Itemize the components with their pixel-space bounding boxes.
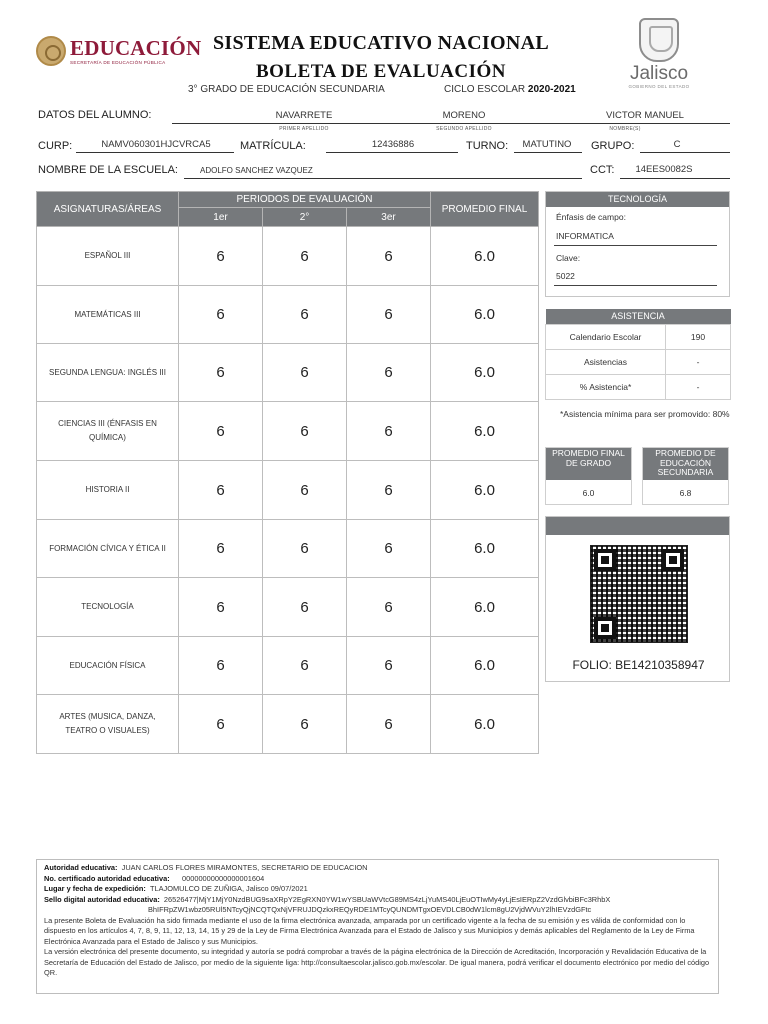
qr-finder-icon — [662, 549, 684, 571]
grades-row — [37, 520, 539, 578]
qr-panel-header — [546, 517, 729, 535]
legal-paragraph-verification: La versión electrónica del presente documento, su integridad y autoría se podrá comprobar a través de la página electrónica de la Dirección de Acreditación, Incorporación y Revalidación Educativa de la Secretaría de Educación del Estado de Jalisco, por medio de la siguiente liga: http://consultaescolar.jalisco.gob.mx/escolar. De igual manera, podrá verificar el documento electrónico por medio del código QR. — [44, 947, 710, 977]
period-1-grade: 6 — [179, 286, 263, 344]
authority-value: JUAN CARLOS FLORES MIRAMONTES, SECRETARIO DE EDUCACION — [121, 863, 368, 872]
attendance-row-value: 190 — [666, 324, 731, 349]
given-names-value: VICTOR MANUEL — [606, 110, 684, 121]
technology-panel — [545, 191, 730, 297]
attendance-row-label: % Asistencia* — [546, 374, 666, 399]
turno-label: TURNO: — [466, 140, 509, 152]
document-title-main: SISTEMA EDUCATIVO NACIONAL — [213, 32, 549, 54]
cct-underline — [620, 178, 730, 179]
final-average-value: 6.0 — [431, 344, 539, 402]
subject-name: TECNOLOGÍA — [37, 578, 179, 637]
period-3-grade: 6 — [347, 461, 431, 520]
school-cycle — [444, 84, 576, 95]
attendance-row-label: Calendario Escolar — [546, 324, 666, 349]
legal-paragraph-signature: La presente Boleta de Evaluación ha sido firmada mediante el uso de la firma electrónica avanzada, amparada por un certificado vigente a la fecha de su emisión y es válida de conformidad con lo dispuesto en los artículos 4, 7, 8, 9, 11, 12, 13, 14, 15 y 29 de la Ley de Firma Electrónica Avanzada para el Estado de Jalisco y sus Municipios y demás aplicables del Reglamento de la Ley de Firma Electrónica Avanzada para el Estado de Jalisco y sus Municipios. — [44, 915, 695, 946]
period-1-grade: 6 — [179, 461, 263, 520]
attendance-note: *Asistencia mínima para ser promovido: 80% — [560, 409, 730, 419]
period-3-grade: 6 — [347, 520, 431, 578]
emphasis-value: INFORMATICA — [556, 231, 614, 241]
subjects-column-header: ASIGNATURAS/ÁREAS — [37, 192, 179, 227]
school-name-underline — [184, 178, 582, 179]
final-average-value: 6.0 — [431, 637, 539, 695]
period-1-grade: 6 — [179, 637, 263, 695]
student-name-underline — [172, 123, 730, 124]
sep-logo-word: EDUCACIÓN — [70, 36, 202, 60]
clave-value: 5022 — [556, 271, 575, 281]
folio-number: FOLIO: BE14210358947 — [572, 658, 705, 672]
period-3-grade: 6 — [347, 402, 431, 461]
grupo-label: GRUPO: — [591, 140, 635, 152]
digital-seal-value: 26526477|MjY1MjY0NzdBUG9saXRpY2EgRXN0YW1wYSBUaWVtcG89MS4zLjYuMS40LjEuOTIwMy4yLjEsIERpZ2VzdGlvbiBFc3RhbX — [163, 894, 611, 904]
period-3-grade: 6 — [347, 286, 431, 344]
secondary-average-label: PROMEDIO DE EDUCACIÓN SECUNDARIA — [643, 448, 728, 480]
second-surname-value: MORENO — [442, 110, 486, 121]
first-surname-caption: PRIMER APELLIDO — [279, 126, 329, 132]
period-1-grade: 6 — [179, 344, 263, 402]
digital-seal-label: Sello digital autoridad educativa: — [44, 894, 160, 904]
grade-average-label: PROMEDIO FINAL DE GRADO — [546, 448, 631, 480]
period-1-grade: 6 — [179, 695, 263, 754]
subject-name: ARTES (MUSICA, DANZA, TEATRO O VISUALES) — [37, 695, 179, 754]
first-surname-value: NAVARRETE — [275, 110, 333, 121]
attendance-row-value: - — [666, 374, 731, 399]
attendance-row-label: Asistencias — [546, 349, 666, 374]
period-1-grade: 6 — [179, 520, 263, 578]
jalisco-logo-word: Jalisco — [629, 63, 689, 84]
jalisco-crest-icon — [639, 18, 679, 62]
attendance-row — [546, 349, 731, 374]
qr-panel — [545, 516, 730, 682]
grades-row — [37, 578, 539, 637]
secondary-average-value: 6.8 — [679, 488, 692, 498]
grades-row — [37, 344, 539, 402]
period-2-grade: 6 — [263, 637, 347, 695]
period-2-header: 2° — [263, 208, 347, 227]
period-2-grade: 6 — [263, 402, 347, 461]
emphasis-underline — [554, 245, 717, 246]
qr-code-icon — [590, 545, 688, 643]
signature-footer — [36, 859, 719, 994]
period-2-grade: 6 — [263, 227, 347, 286]
attendance-row — [546, 324, 731, 349]
attendance-row-value: - — [666, 349, 731, 374]
qr-finder-icon — [594, 549, 616, 571]
period-1-grade: 6 — [179, 402, 263, 461]
period-3-grade: 6 — [347, 227, 431, 286]
period-2-grade: 6 — [263, 578, 347, 637]
final-average-value: 6.0 — [431, 578, 539, 637]
place-date-value: TLAJOMULCO DE ZUÑIGA, Jalisco 09/07/2021 — [149, 884, 308, 893]
clave-underline — [554, 285, 717, 286]
period-3-grade: 6 — [347, 637, 431, 695]
period-2-grade: 6 — [263, 520, 347, 578]
periods-column-header: PERIODOS DE EVALUACIÓN — [179, 192, 431, 208]
technology-panel-title: TECNOLOGÍA — [546, 192, 729, 207]
certificate-label: No. certificado autoridad educativa: — [44, 873, 170, 883]
grades-row — [37, 227, 539, 286]
final-average-value: 6.0 — [431, 695, 539, 754]
sep-logo-subtitle: SECRETARÍA DE EDUCACIÓN PÚBLICA — [70, 60, 166, 65]
final-average-value: 6.0 — [431, 286, 539, 344]
period-2-grade: 6 — [263, 461, 347, 520]
curp-value: NAMV060301HJCVRCA5 — [101, 139, 211, 150]
digital-seal-value-continued: BhIFRpZW1wbz05RUl5NTcyQjNCQTQxNjVFRUJDQzkxREQyRDE1MTcyQUNDMTgxOEVDLCB0dW1lcm8gU2VjdWVuY2lhIEVzdGFtc — [148, 905, 592, 914]
period-1-header: 1er — [179, 208, 263, 227]
authority-label: Autoridad educativa: — [44, 863, 118, 872]
cct-value: 14EES0082S — [635, 164, 693, 175]
given-names-caption: NOMBRE(S) — [609, 126, 641, 132]
school-name-label: NOMBRE DE LA ESCUELA: — [38, 164, 178, 176]
grades-row — [37, 402, 539, 461]
period-3-header: 3er — [347, 208, 431, 227]
subject-name: CIENCIAS III (ÉNFASIS EN QUÍMICA) — [37, 402, 179, 461]
certificate-value: 00000000000000001604 — [182, 873, 265, 883]
grades-row — [37, 637, 539, 695]
final-average-value: 6.0 — [431, 520, 539, 578]
grupo-value: C — [673, 139, 681, 150]
cct-label: CCT: — [590, 164, 615, 176]
grupo-underline — [640, 152, 730, 153]
attendance-row — [546, 374, 731, 399]
period-3-grade: 6 — [347, 344, 431, 402]
subject-name: ESPAÑOL III — [37, 227, 179, 286]
secondary-average-box — [642, 447, 729, 505]
period-2-grade: 6 — [263, 344, 347, 402]
sep-logo — [36, 36, 201, 66]
matricula-value: 12436886 — [371, 139, 415, 150]
period-1-grade: 6 — [179, 227, 263, 286]
grades-table — [36, 191, 539, 754]
matricula-label: MATRÍCULA: — [240, 140, 306, 152]
final-average-column-header: PROMEDIO FINAL — [431, 192, 539, 227]
period-2-grade: 6 — [263, 286, 347, 344]
curp-label: CURP: — [38, 140, 73, 152]
school-name-value: ADOLFO SANCHEZ VAZQUEZ — [200, 166, 313, 175]
emphasis-label: Énfasis de campo: — [556, 212, 626, 222]
school-cycle-value: 2020-2021 — [527, 84, 576, 95]
period-1-grade: 6 — [179, 578, 263, 637]
student-data-label: DATOS DEL ALUMNO: — [38, 109, 152, 121]
document-title-boleta: BOLETA DE EVALUACIÓN — [255, 61, 507, 82]
turno-value: MATUTINO — [522, 139, 572, 150]
curp-underline — [76, 152, 234, 153]
clave-label: Clave: — [556, 253, 581, 263]
subject-name: HISTORIA II — [37, 461, 179, 520]
grade-level: 3° GRADO DE EDUCACIÓN SECUNDARIA — [188, 84, 385, 95]
school-cycle-label: CICLO ESCOLAR — [444, 84, 526, 95]
matricula-underline — [326, 152, 458, 153]
jalisco-logo-subtitle: GOBIERNO DEL ESTADO — [628, 84, 690, 89]
grades-row — [37, 286, 539, 344]
final-average-value: 6.0 — [431, 402, 539, 461]
place-date-label: Lugar y fecha de expedición: — [44, 884, 146, 893]
period-2-grade: 6 — [263, 695, 347, 754]
grades-row — [37, 695, 539, 754]
jalisco-logo — [618, 18, 700, 89]
final-average-value: 6.0 — [431, 227, 539, 286]
period-3-grade: 6 — [347, 578, 431, 637]
qr-finder-icon — [594, 617, 616, 639]
subject-name: FORMACIÓN CÍVICA Y ÉTICA II — [37, 520, 179, 578]
attendance-title: ASISTENCIA — [546, 309, 731, 324]
second-surname-caption: SEGUNDO APELLIDO — [436, 126, 492, 132]
subject-name: EDUCACIÓN FÍSICA — [37, 637, 179, 695]
turno-underline — [514, 152, 582, 153]
eagle-seal-icon — [36, 36, 66, 66]
final-average-value: 6.0 — [431, 461, 539, 520]
subject-name: SEGUNDA LENGUA: INGLÉS III — [37, 344, 179, 402]
attendance-table — [545, 309, 731, 400]
grades-row — [37, 461, 539, 520]
period-3-grade: 6 — [347, 695, 431, 754]
grade-average-box — [545, 447, 632, 505]
subject-name: MATEMÁTICAS III — [37, 286, 179, 344]
grade-average-value: 6.0 — [582, 488, 595, 498]
